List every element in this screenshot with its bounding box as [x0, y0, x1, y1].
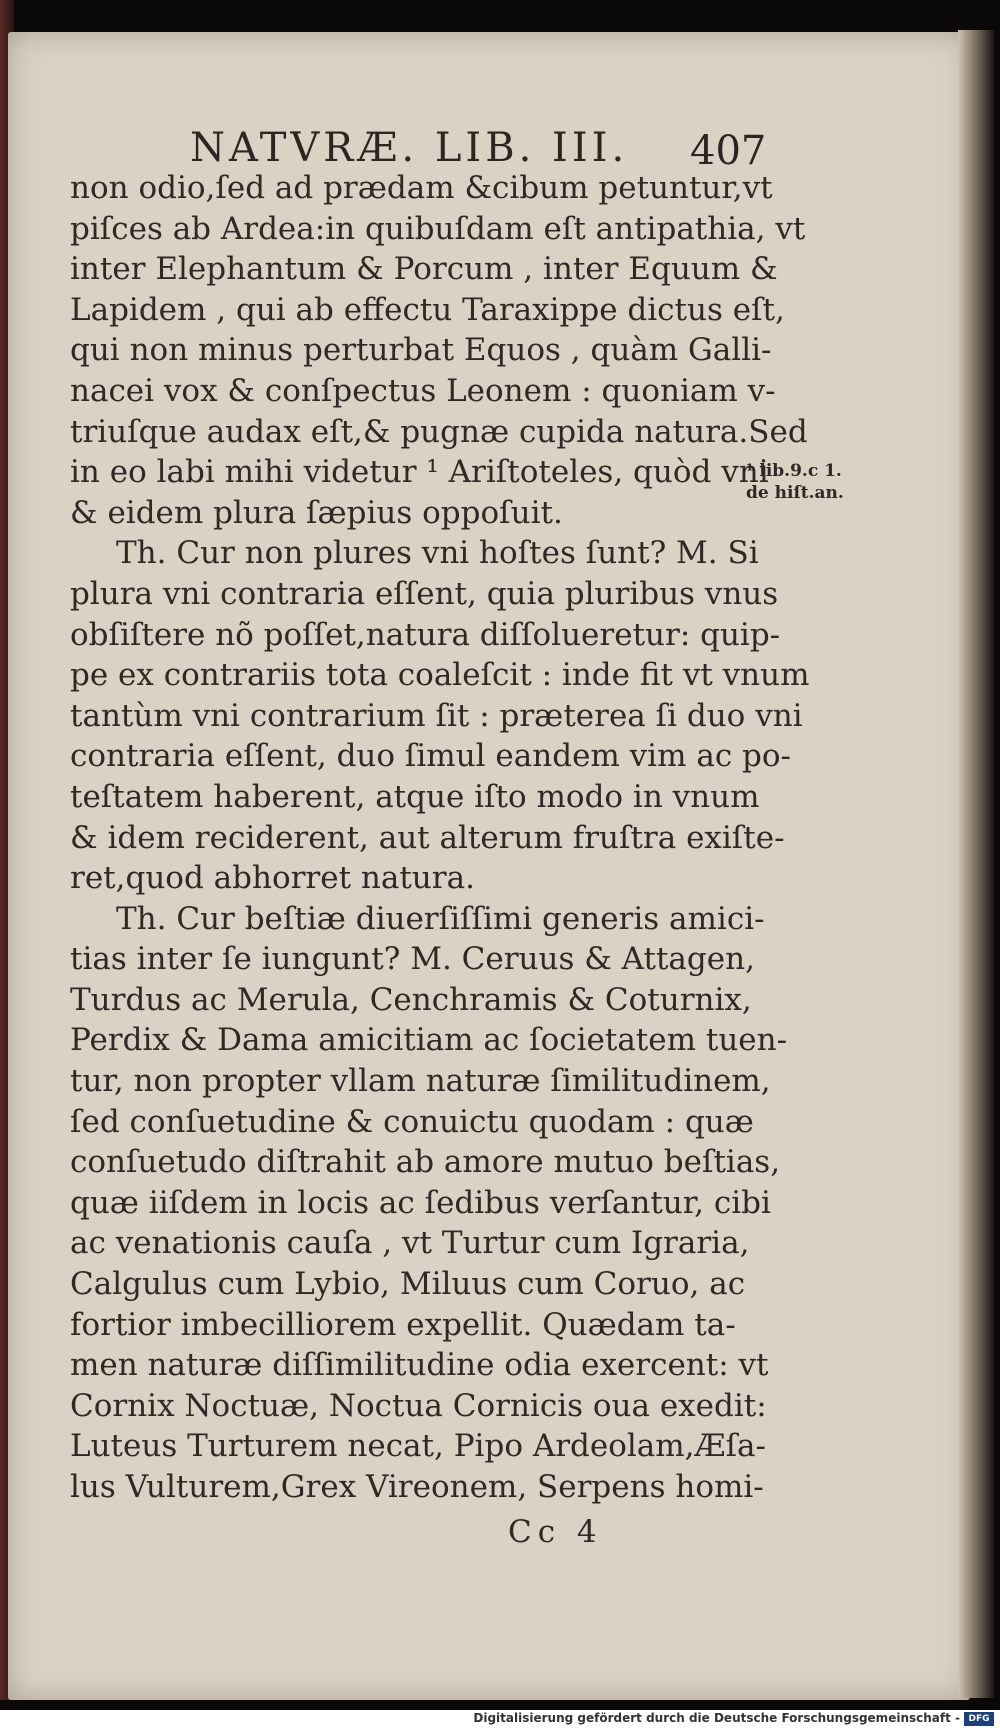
text-line: inter Elephantum & Porcum , inter Equum & [70, 251, 778, 288]
text-line: qui non minus perturbat Equos , quàm Galli- [70, 332, 772, 369]
marginal-note-line: ¹ lib.9.c 1. [746, 461, 842, 481]
text-line: Perdix & Dama amicitiam ac ſocietatem tuen- [70, 1022, 788, 1059]
text-line: tantùm vni contrarium ſit : præterea ſi duo vni [70, 697, 803, 734]
page-edge [958, 30, 994, 1698]
running-title: NATVRÆ. LIB. III. [190, 125, 629, 171]
text-line: fortior imbecilliorem expellit. Quædam ta- [70, 1306, 736, 1343]
text-line: triuſque audax eſt,& pugnæ cupida natura.Sed [70, 413, 808, 450]
text-line: Lapidem , qui ab effectu Taraxippe dictus eſt, [70, 291, 785, 328]
page-number: 407 [690, 128, 767, 174]
text-line: piſces ab Ardea:in quibuſdam eſt antipathia, vt [70, 210, 806, 247]
text-line: lus Vulturem,Grex Vireonem, Serpens homi- [70, 1469, 764, 1505]
text-line: Th. Cur non plures vni hoſtes ſunt? M. Si [116, 535, 759, 572]
text-line: & eidem plura ſæpius oppoſuit. [70, 494, 563, 531]
text-line: Calgulus cum Lybio, Miluus cum Coruo, ac [70, 1266, 746, 1303]
text-line: ac venationis cauſa , vt Turtur cum Igraria, [70, 1225, 750, 1262]
text-line: teſtatem haberent, atque iſto modo in vnum [70, 778, 760, 815]
text-line: plura vni contraria eſſent, quia pluribus vnus [70, 575, 779, 612]
text-line: tias inter ſe iungunt? M. Ceruus & Attagen, [70, 941, 755, 978]
text-line: obſiſtere nõ poſſet,natura diſſolueretur: quip- [70, 616, 781, 653]
text-line: ſed conſuetudine & conuictu quodam : quæ [70, 1103, 754, 1140]
text-line: Luteus Turturem necat, Pipo Ardeolam,Æſa- [70, 1428, 767, 1465]
marginal-note-line: de hiſt.an. [746, 483, 844, 503]
text-line: & idem reciderent, aut alterum fruſtra exiſte- [70, 819, 785, 856]
marginal-note [746, 460, 866, 504]
text-line: tur, non propter vllam naturæ ſimilitudinem, [70, 1063, 771, 1100]
text-line: Turdus ac Merula, Cenchramis & Coturnix, [70, 981, 752, 1018]
text-line: pe ex contrariis tota coaleſcit : inde fit vt vnum [70, 657, 810, 694]
text-line: ret,quod abhorret natura. [70, 860, 475, 897]
signature-mark: Cc 4 [508, 1514, 603, 1550]
text-line: Th. Cur beſtiæ diuerſiſſimi generis amici- [116, 900, 765, 937]
text-line: non odio,ſed ad prædam &cibum petuntur,vt [70, 170, 773, 206]
text-line: contraria eſſent, duo ſimul eandem vim ac po- [70, 738, 792, 775]
text-line: men naturæ diſſimilitudine odia exercent: vt [70, 1347, 769, 1384]
text-line: conſuetudo diſtrahit ab amore mutuo beſtias, [70, 1144, 781, 1181]
text-line: quæ iiſdem in locis ac ſedibus verſantur, cibi [70, 1184, 771, 1221]
text-line: nacei vox & conſpectus Leonem : quoniam v- [70, 372, 776, 409]
funding-credit: Digitalisierung gefördert durch die Deutsche Forschungsgemeinschaft - [473, 1711, 960, 1725]
text-line: in eo labi mihi videtur ¹ Ariſtoteles, quòd vni [70, 454, 769, 491]
text-line: Cornix Noctuæ, Noctua Cornicis oua exedit: [70, 1387, 767, 1424]
dfg-logo: DFG [964, 1712, 994, 1726]
